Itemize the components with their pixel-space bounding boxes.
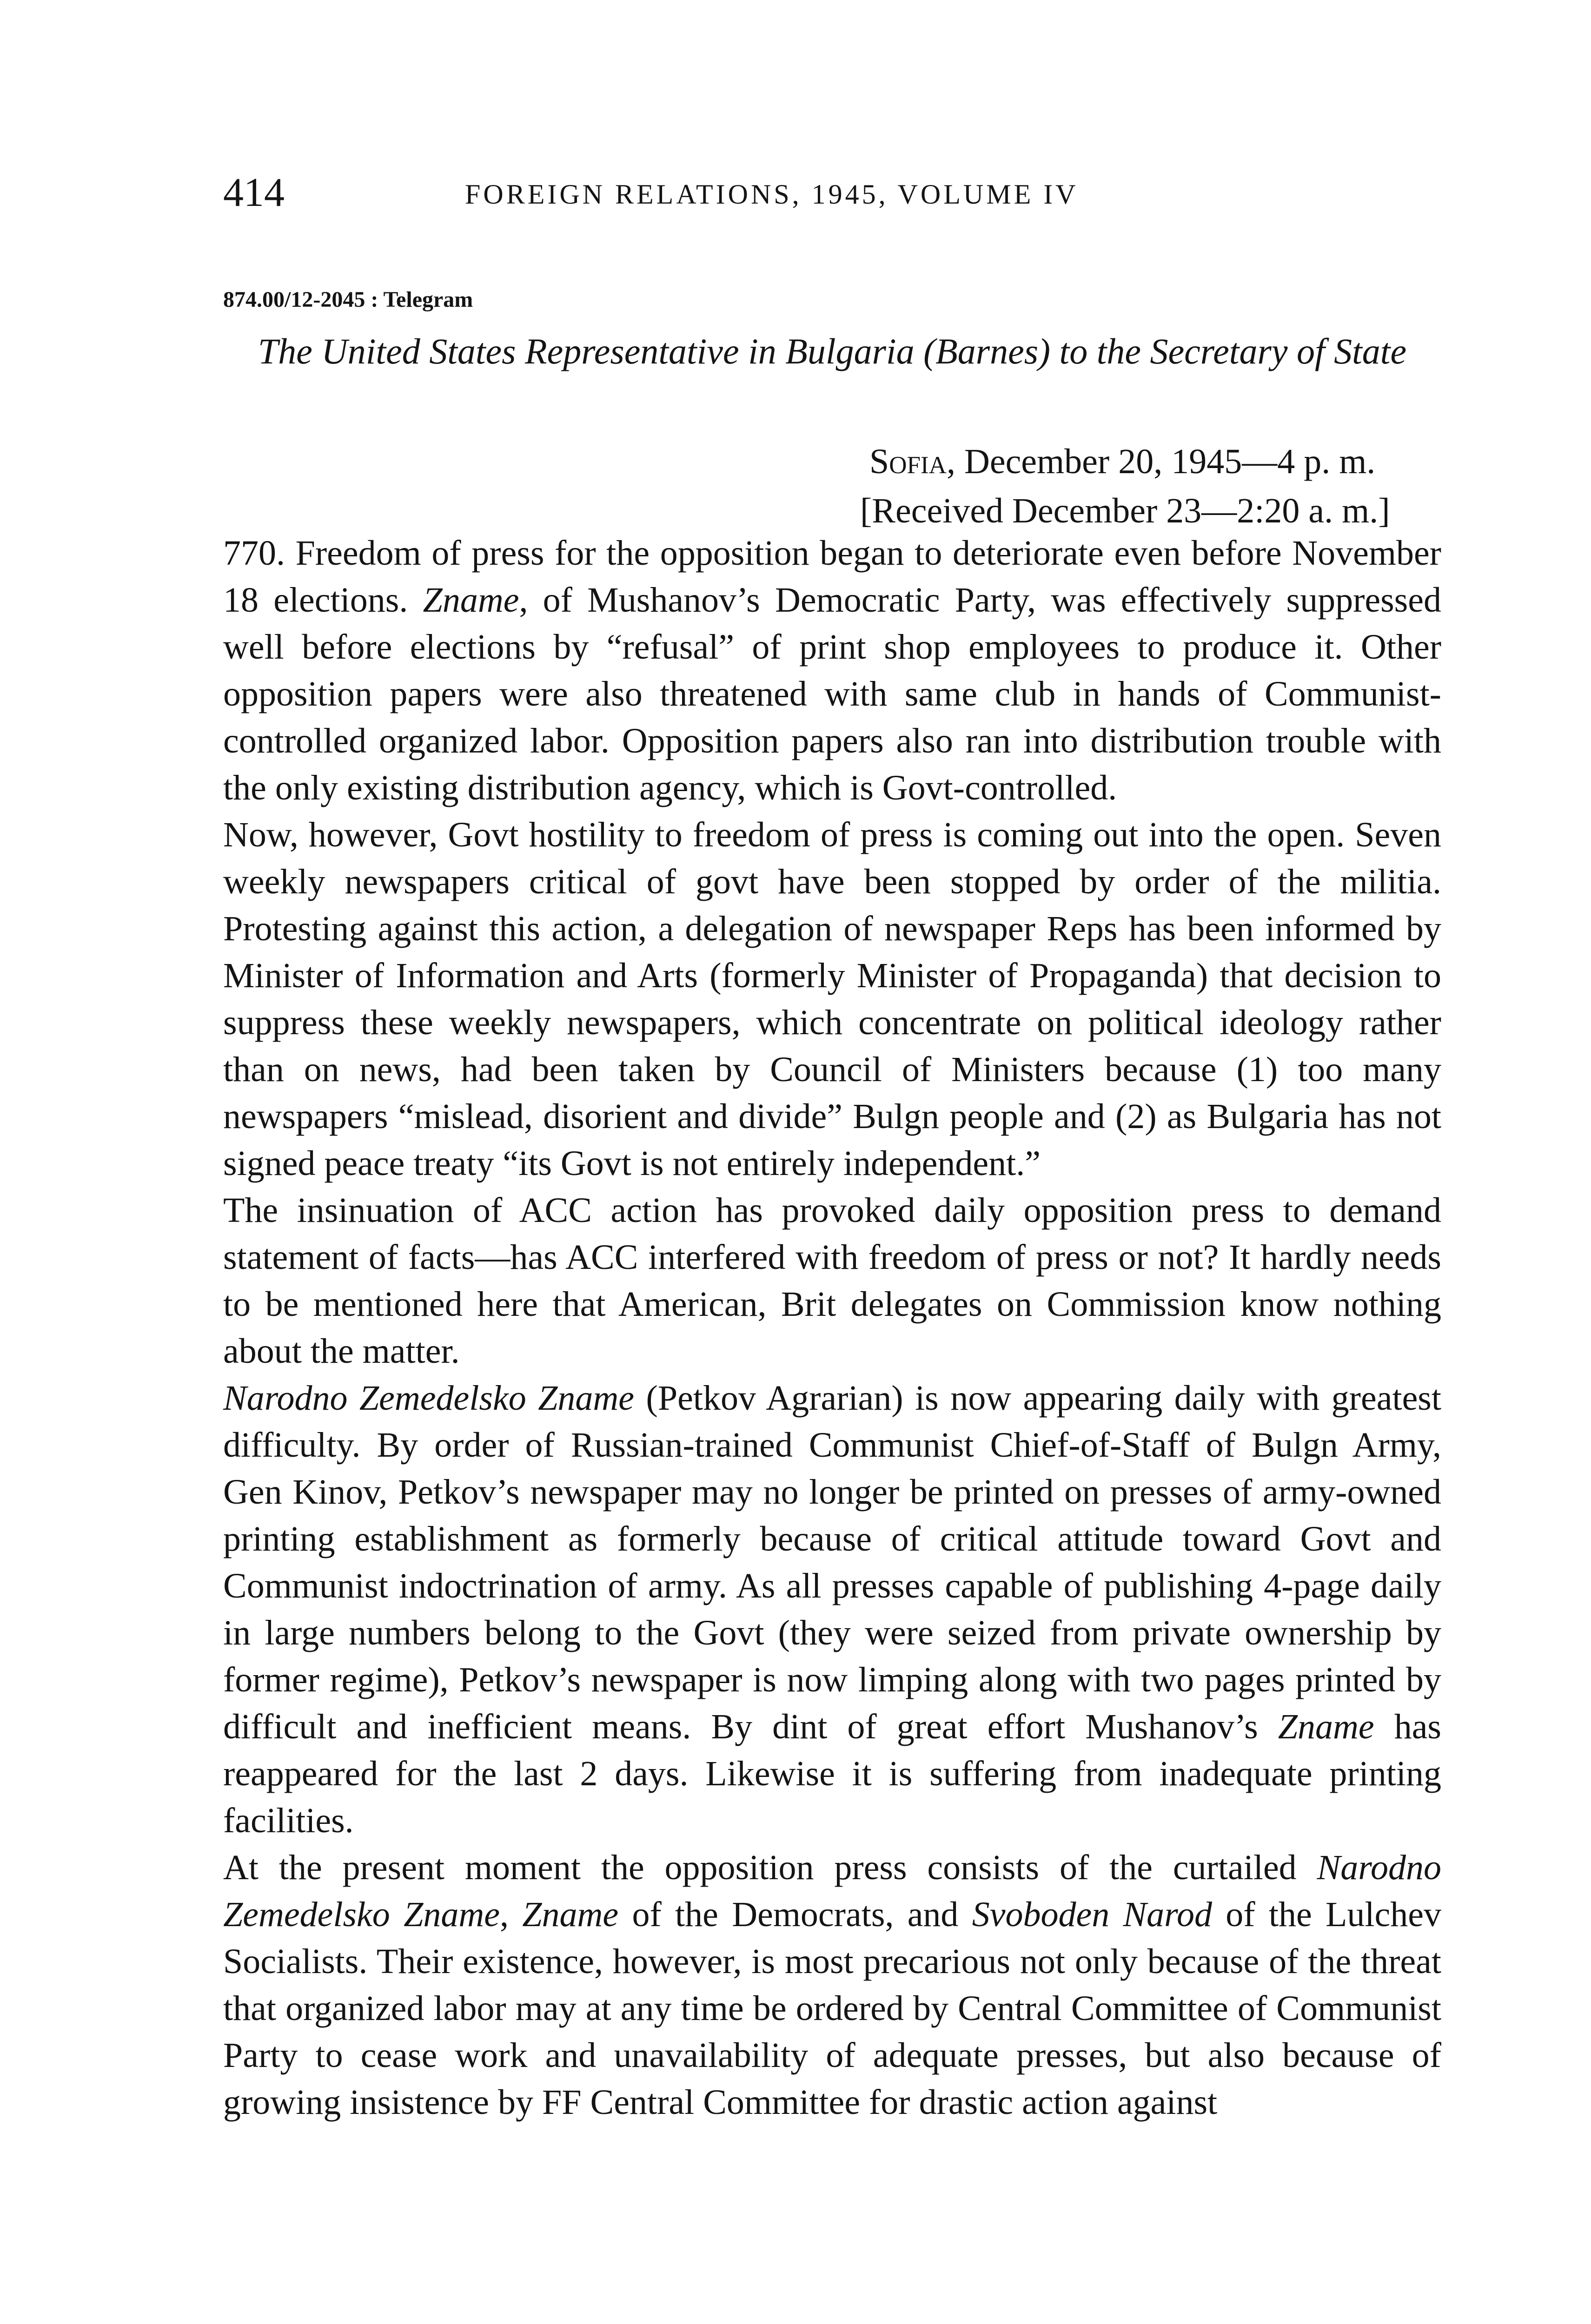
paragraph-5-text-c: of the Democrats, and [618,1895,972,1934]
paragraph-4 [223,1375,1441,1844]
dateline [860,437,1390,535]
paragraph-5-text-a: At the present moment the opposition press consists of the curtailed [223,1848,1317,1887]
running-head [223,167,1441,218]
dateline-received: [Received December 23—2:20 a. m.] [860,491,1390,530]
paragraph-3: The insinuation of ACC action has provoked daily opposition press to demand statement of facts—has ACC interfered with freedom of press or not? It hardly needs to be mentioned here that American, Brit delegates on Commission know nothing about the matter. [223,1191,1441,1371]
paragraph-4-text-b: has reappeared for the last 2 days. Likewise it is suffering from inadequate printing facilities. [223,1707,1442,1840]
paragraph-5-italic-1: Narodno Zemedelsko Zname [223,1848,1441,1934]
telegram-body [223,530,1441,2126]
paragraph-4-text-a: (Petkov Agrarian) is now appearing daily with greatest difficulty. By order of Russian-trained Communist Chief-of-Staff of Bulgn Army, Gen Kinov, Petkov’s newspaper may no longer be printed on presses of army-owned printing establishment as formerly because of critical attitude toward Govt and Communist indoctrination of army. As all presses capable of publishing 4-page daily in large numbers belong to the Govt (they were seized from private ownership by former regime), Petkov’s newspaper is now limping along with two pages printed by difficult and inefficient means. By dint of great effort Mushanov’s [223,1379,1441,1746]
paragraph-5 [223,1844,1441,2126]
dateline-place: Sofia [869,442,947,481]
paragraph-5-italic-2: Zname [522,1895,619,1934]
paragraph-1-text-b: , of Mushanov’s Democratic Party, was effectively suppressed well before elections by “refusal” of print shop employees to produce it. Other opposition papers were also threatened with same club in hands of Communist-controlled organized labor. Opposition papers also ran into distribution trouble with the only existing distribution agency, which is Govt-controlled. [223,581,1441,807]
dateline-sent: , December 20, 1945—4 p. m. [946,442,1376,481]
paragraph-1 [223,530,1441,812]
paragraph-4-italic-2: Zname [1278,1707,1374,1746]
document-title: The United States Representative in Bulgaria (Barnes) to the Secretary of State [258,331,1407,371]
page-number: 414 [223,170,285,215]
paragraph-4-italic: Narodno Zemedelsko Zname [223,1379,635,1418]
paragraph-1-italic: Zname [423,581,519,620]
paragraph-5-text-d: of the Lulchev Socialists. Their existence, however, is most precarious not only because of the threat that organized labor may at any time be ordered by Central Committee of Communist Party to cease work and unavailability of adequate presses, but also because of growing insistence by FF Central Committee for drastic action against [223,1895,1441,2122]
journal-title: FOREIGN RELATIONS, 1945, VOLUME IV [465,179,1079,210]
paragraph-5-italic-3: Svoboden Narod [972,1895,1212,1934]
file-reference: 874.00/12-2045 : Telegram [223,287,473,312]
paragraph-5-text-b: , [499,1895,523,1934]
paragraph-2: Now, however, Govt hostility to freedom of press is coming out into the open. Seven weekly newspapers critical of govt have been stopped by order of the militia. Protesting against this action, a delegation of newspaper Reps has been informed by Minister of Information and Arts (formerly Minister of Propaganda) that decision to suppress these weekly newspapers, which concentrate on political ideology rather than on news, had been taken by Council of Ministers because (1) too many newspapers “mislead, disorient and divide” Bulgn people and (2) as Bulgaria has not signed peace treaty “its Govt is not entirely independent.” [223,815,1441,1183]
paragraph-1-text-a: 770. Freedom of press for the opposition began to deteriorate even before November 18 elections. [223,534,1441,620]
